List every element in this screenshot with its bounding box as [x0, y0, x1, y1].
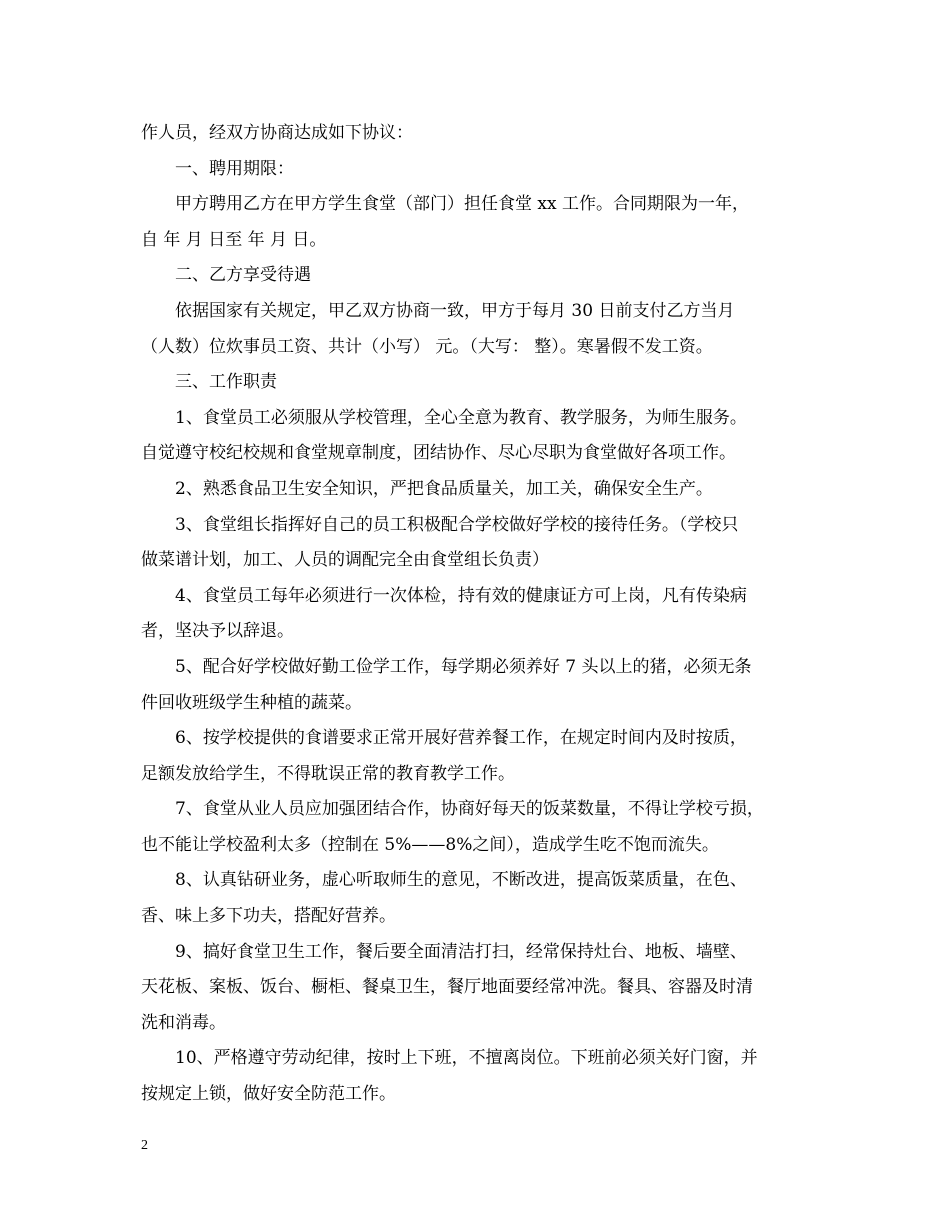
- text-line: 8、认真钻研业务，虚心听取师生的意见，不断改进，提高饭菜质量，在色、: [175, 870, 747, 891]
- text-line: 作人员，经双方协商达成如下协议：: [141, 123, 413, 143]
- text-line: 2、熟悉食品卫生安全知识，严把食品质量关，加工关，确保安全生产。: [175, 478, 713, 499]
- text-line: 天花板、案板、饭台、橱柜、餐桌卫生，餐厅地面要经常冲洗。餐具、容器及时清: [141, 977, 753, 998]
- text-line: 自觉遵守校纪校规和食堂规章制度，团结协作、尽心尽职为食堂做好各项工作。: [141, 443, 736, 464]
- text-line: 做菜谱计划，加工、人员的调配完全由食堂组长负责）: [141, 550, 549, 571]
- text-line: 按规定上锁，做好安全防范工作。: [141, 1084, 396, 1105]
- text-line: 香、味上多下功夫，搭配好营养。: [141, 906, 396, 927]
- text-line: （人数）位炊事员工资、共计（小写） 元。（大写： 整）。寒暑假不发工资。: [141, 336, 713, 357]
- text-line: 依据国家有关规定，甲乙双方协商一致，甲方于每月 30 日前支付乙方当月: [175, 300, 735, 321]
- text-line: 者，坚决予以辞退。: [141, 621, 294, 642]
- text-line: 也不能让学校盈利太多（控制在 5%——8%之间），造成学生吃不饱而流失。: [141, 834, 719, 855]
- text-line: 10、严格遵守劳动纪律，按时上下班，不擅离岗位。下班前必须关好门窗，并: [175, 1048, 758, 1069]
- text-line: 1、食堂员工必须服从学校管理，全心全意为教育、教学服务，为师生服务。: [175, 407, 747, 428]
- text-line: 6、按学校提供的食谱要求正常开展好营养餐工作，在规定时间内及时按质，: [175, 728, 747, 749]
- text-line: 洗和消毒。: [141, 1012, 226, 1033]
- text-line: 甲方聘用乙方在甲方学生食堂（部门）担任食堂 xx 工作。合同期限为一年，: [175, 194, 749, 215]
- text-line: 二、乙方享受待遇: [175, 265, 311, 286]
- text-line: 9、搞好食堂卫生工作，餐后要全面清洁打扫，经常保持灶台、地板、墙壁、: [175, 941, 747, 962]
- text-line: 件回收班级学生种植的蔬菜。: [141, 692, 362, 713]
- document-body: [141, 116, 821, 1113]
- text-line: 三、工作职责: [175, 372, 277, 393]
- text-line: 一、聘用期限：: [175, 158, 294, 179]
- text-line: 自 年 月 日至 年 月 日。: [141, 229, 327, 250]
- text-line: 4、食堂员工每年必须进行一次体检，持有效的健康证方可上岗，凡有传染病: [175, 585, 747, 606]
- text-line: 5、配合好学校做好勤工俭学工作，每学期必须养好 7 头以上的猪，必须无条: [175, 656, 752, 677]
- text-line: 3、食堂组长指挥好自己的员工积极配合学校做好学校的接待任务。（学校只: [175, 514, 739, 535]
- text-line: 足额发放给学生，不得耽误正常的教育教学工作。: [141, 763, 515, 784]
- text-line: 7、食堂从业人员应加强团结合作，协商好每天的饭菜数量，不得让学校亏损，: [175, 799, 764, 820]
- page-number: 2: [141, 1138, 148, 1153]
